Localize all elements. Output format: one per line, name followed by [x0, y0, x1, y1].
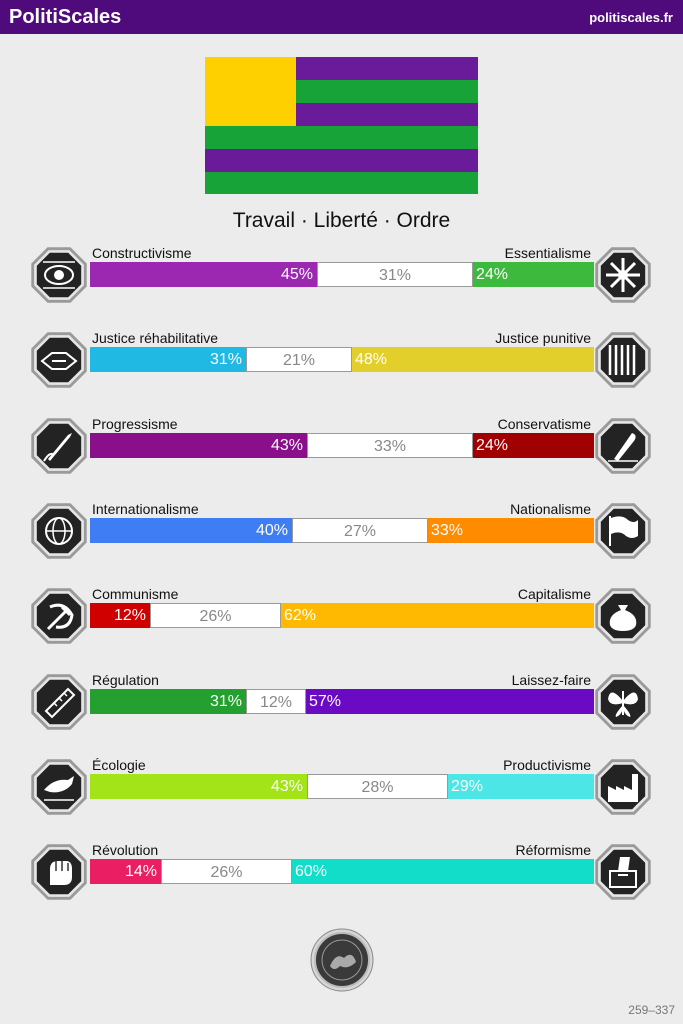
left-axis-label: Internationalisme: [92, 501, 199, 517]
right-axis-label: Essentialisme: [504, 245, 591, 261]
right-percent: 24%: [473, 433, 594, 458]
neutral-percent: 27%: [292, 518, 428, 543]
right-percent: 60%: [292, 859, 594, 884]
neutral-percent: 21%: [246, 347, 352, 372]
left-axis-label: Justice réhabilitative: [92, 330, 219, 346]
politiscales-seal-icon: [310, 928, 374, 992]
fist-icon: [28, 841, 90, 903]
flag-canton: [205, 57, 296, 126]
right-percent: 33%: [428, 518, 594, 543]
left-axis-label: Révolution: [92, 842, 159, 858]
axis-bar: [90, 603, 594, 628]
axis-row: [0, 407, 683, 477]
motto-slogan: Travail · Liberté · Ordre: [232, 209, 451, 232]
axis-bar: [90, 774, 594, 799]
left-percent: 43%: [90, 433, 307, 458]
left-percent: 12%: [90, 603, 150, 628]
left-axis-label: Régulation: [92, 672, 159, 688]
axis-row: [0, 577, 683, 647]
neutral-percent: 33%: [307, 433, 473, 458]
header-bar: [0, 0, 683, 34]
axis-bar: [90, 518, 594, 543]
right-axis-label: Conservatisme: [497, 416, 591, 432]
right-axis-label: Laissez-faire: [511, 672, 591, 688]
axis-row: [0, 492, 683, 562]
right-percent: 57%: [306, 689, 594, 714]
flag-stripe: [205, 149, 478, 172]
ruler-icon: [28, 671, 90, 733]
left-percent: 43%: [90, 774, 307, 799]
right-percent: 48%: [352, 347, 594, 372]
neutral-percent: 12%: [246, 689, 306, 714]
flag-stripe: [205, 126, 478, 149]
axis-row: [0, 833, 683, 903]
right-axis-label: Productivisme: [503, 757, 591, 773]
ballot-icon: [592, 841, 654, 903]
right-percent: 62%: [281, 603, 594, 628]
factory-icon: [592, 756, 654, 818]
brand-title[interactable]: PolitiScales: [9, 6, 122, 28]
right-percent: 24%: [473, 262, 594, 287]
axis-bar: [90, 347, 594, 372]
right-axis-label: Nationalisme: [510, 501, 591, 517]
right-axis-label: Justice punitive: [495, 330, 591, 346]
globe-icon: [28, 500, 90, 562]
axis-row: [0, 748, 683, 818]
rocket-icon: [28, 415, 90, 477]
neutral-percent: 26%: [161, 859, 292, 884]
right-percent: 29%: [448, 774, 594, 799]
left-axis-label: Communisme: [92, 586, 179, 602]
left-axis-label: Progressisme: [92, 416, 178, 432]
essentialism-flower-icon: [592, 244, 654, 306]
neutral-percent: 26%: [150, 603, 281, 628]
left-percent: 31%: [90, 689, 246, 714]
neutral-percent: 28%: [307, 774, 448, 799]
axis-bar: [90, 689, 594, 714]
butterfly-icon: [592, 671, 654, 733]
left-percent: 31%: [90, 347, 246, 372]
constructivism-eye-icon: [28, 244, 90, 306]
axis-row: [0, 663, 683, 733]
handshake-icon: [28, 329, 90, 391]
site-link[interactable]: politiscales.fr: [589, 10, 673, 25]
right-axis-label: Capitalisme: [517, 586, 591, 602]
flag-icon: [592, 500, 654, 562]
left-percent: 14%: [90, 859, 161, 884]
ecology-bird-icon: [28, 756, 90, 818]
axis-bar: [90, 433, 594, 458]
left-percent: 45%: [90, 262, 317, 287]
prison-bars-icon: [592, 329, 654, 391]
neutral-percent: 31%: [317, 262, 473, 287]
result-flag: [205, 57, 478, 194]
right-axis-label: Réformisme: [515, 842, 591, 858]
hammer-sickle-icon: [28, 585, 90, 647]
left-axis-label: Écologie: [92, 757, 146, 773]
axis-row: [0, 236, 683, 306]
version-label: 259–337: [628, 1003, 675, 1017]
axis-row: [0, 321, 683, 391]
money-bag-icon: [592, 585, 654, 647]
axis-bar: [90, 262, 594, 287]
axis-bar: [90, 859, 594, 884]
flag-stripe: [205, 172, 478, 194]
quill-pen-icon: [592, 415, 654, 477]
left-percent: 40%: [90, 518, 292, 543]
left-axis-label: Constructivisme: [92, 245, 192, 261]
